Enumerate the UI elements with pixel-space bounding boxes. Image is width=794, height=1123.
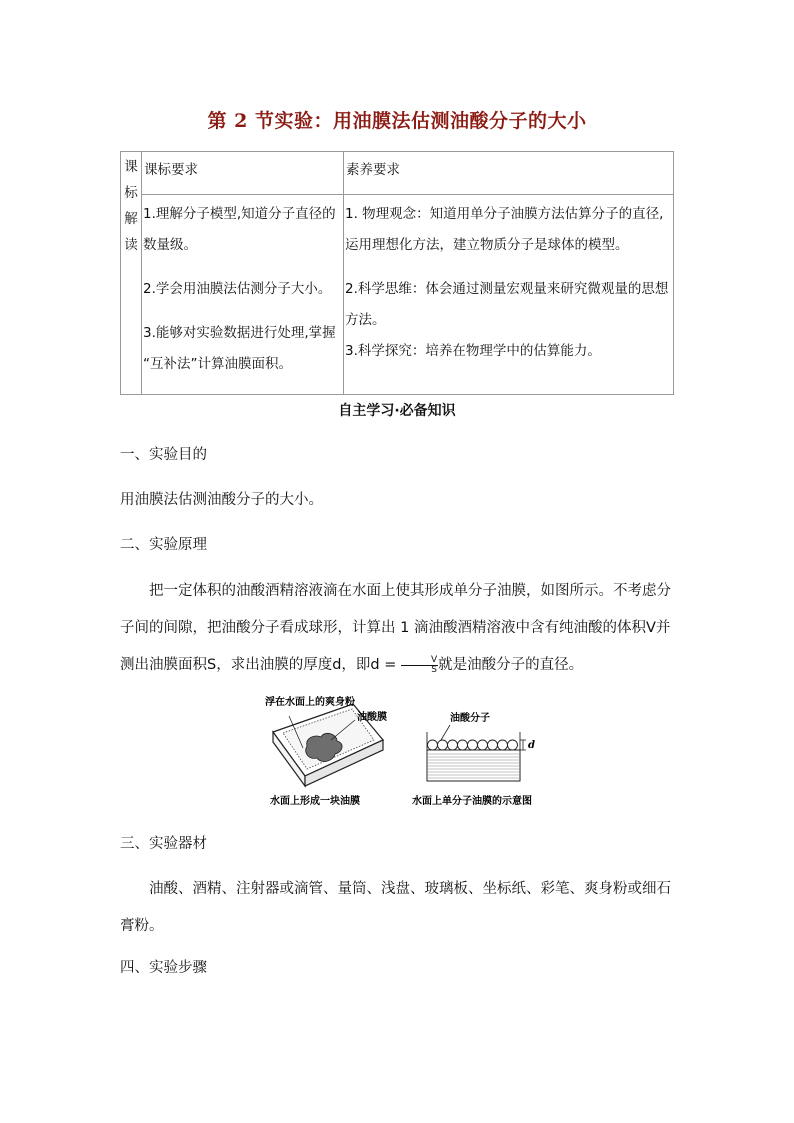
heading-purpose: 一、实验目的 <box>120 447 207 463</box>
header-left-cell <box>142 152 344 195</box>
right-content-cell <box>344 195 674 395</box>
side-label-char: 解 <box>124 211 138 227</box>
right-item-line: 3.科学探究：培养在物理学中的估算能力。 <box>345 343 601 359</box>
requirements-table <box>120 151 674 395</box>
left-item-line: 3.能够对实验数据进行处理,掌握 <box>143 325 336 341</box>
label-powder: 浮在水面上的爽身粉 <box>265 697 355 708</box>
caption-right: 水面上单分子油膜的示意图 <box>412 796 532 807</box>
header-right-cell <box>344 152 674 195</box>
header-left: 课标要求 <box>144 162 198 178</box>
purpose-text: 用油膜法估测油酸分子的大小。 <box>120 492 323 508</box>
left-item-line: 2.学会用油膜法估测分子大小。 <box>143 281 332 297</box>
heading-steps: 四、实验步骤 <box>120 960 207 976</box>
left-item-line: 1.理解分子模型,知道分子直径的 <box>143 206 336 222</box>
left-item-line: “互补法”计算油膜面积。 <box>143 356 292 372</box>
principle-text-b: 就是油酸分子的直径。 <box>438 657 584 673</box>
label-thickness-d: d <box>528 740 535 751</box>
heading-materials: 三、实验器材 <box>120 836 207 852</box>
materials-text: 油酸、酒精、注射器或滴管、量筒、浅盘、玻璃板、坐标纸、彩笔、爽身粉或细石膏粉。 <box>120 881 671 934</box>
label-oil-film: 油酸膜 <box>357 712 387 723</box>
section-title: 自主学习·必备知识 <box>338 403 456 419</box>
monolayer-schematic <box>427 725 526 781</box>
fraction-denominator: S <box>431 664 437 675</box>
right-item-line: 方法。 <box>345 312 386 328</box>
label-molecule: 油酸分子 <box>450 713 490 724</box>
side-label-char: 课 <box>124 159 138 175</box>
principle-paragraph <box>120 573 675 684</box>
formula-fraction <box>401 656 438 675</box>
header-right: 素养要求 <box>346 162 400 178</box>
heading-principle: 二、实验原理 <box>120 537 207 553</box>
side-label-char: 读 <box>124 237 138 253</box>
oil-film-figure <box>255 690 555 815</box>
side-label-cell <box>121 152 142 395</box>
caption-left: 水面上形成一块油膜 <box>270 796 360 807</box>
right-item-line: 1. 物理观念：知道用单分子油膜方法估算分子的直径, <box>345 206 664 222</box>
left-content-cell <box>142 195 344 395</box>
left-item-line: 数量级。 <box>143 237 197 253</box>
side-label-char: 标 <box>124 185 138 201</box>
right-item-line: 运用理想化方法，建立物质分子是球体的模型。 <box>345 237 629 253</box>
fraction-numerator: V <box>401 656 438 666</box>
principle-text-a: 把一定体积的油酸酒精溶液滴在水面上使其形成单分子油膜，如图所示。不考虑分子间的间隙，把油酸分子看成球形，计算出 1 滴油酸酒精溶液中含有纯油酸的体积V并测出油膜面积S，求出油膜的厚度d，即d = <box>120 583 671 673</box>
page-title: 第 2 节实验：用油膜法估测油酸分子的大小 <box>207 110 587 132</box>
right-item-line: 2.科学思维：体会通过测量宏观量来研究微观量的思想 <box>345 281 669 297</box>
